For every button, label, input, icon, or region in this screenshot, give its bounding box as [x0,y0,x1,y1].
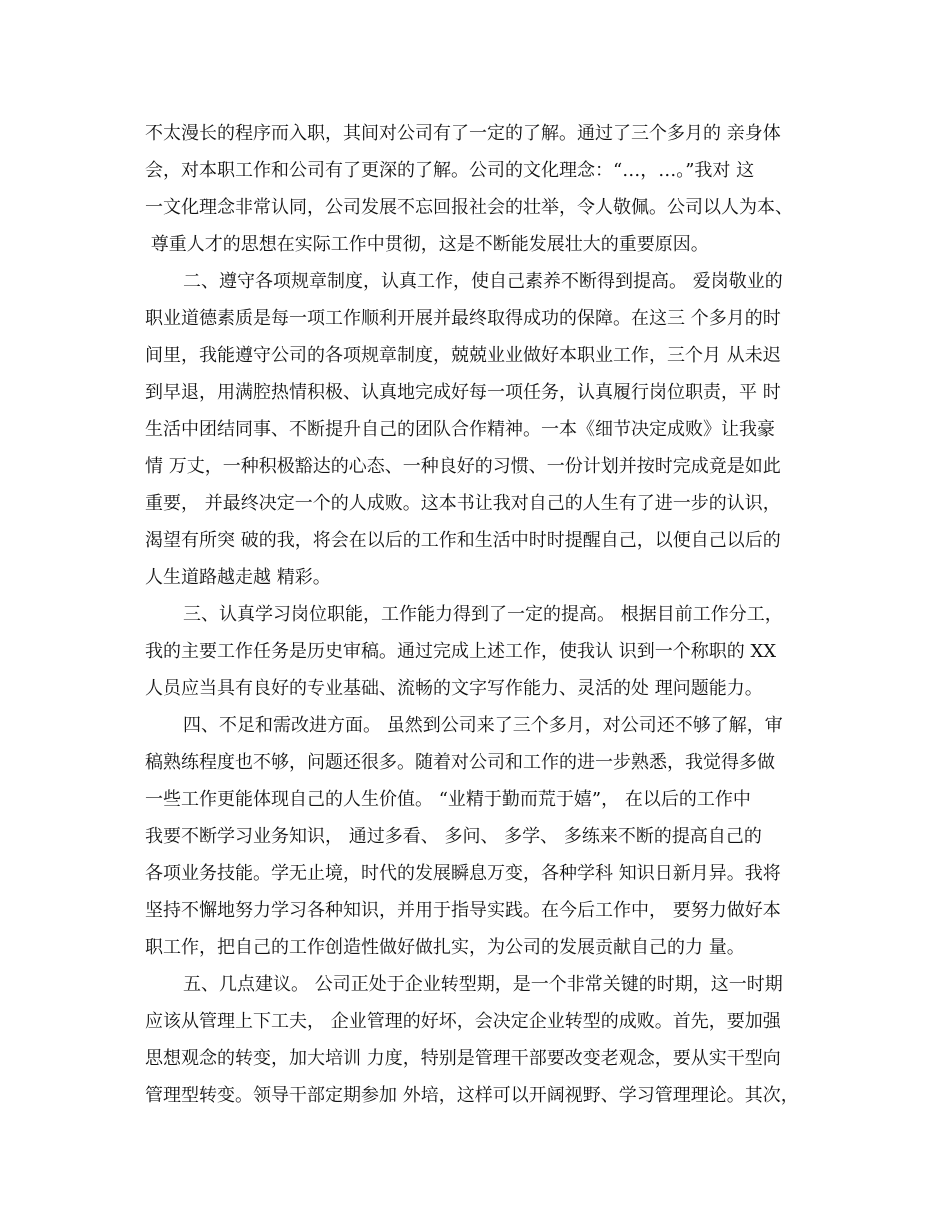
text-line: 职业道德素质是每一项工作顺利开展并最终取得成功的保障。在这三 个多月的时 [145,308,781,329]
text-line: 我要不断学习业务知识， 通过多看、 多问、 多学、 多练来不断的提高自己的 [145,826,762,847]
text-line: 职工作，把自己的工作创造性做好做扎实，为公司的发展贡献自己的力 量。 [145,937,745,958]
text-line: 一文化理念非常认同，公司发展不忘回报社会的壮举，令人敬佩。公司以人为本、 [145,197,793,218]
text-line: 稿熟练程度也不够，问题还很多。随着对公司和工作的进一步熟悉，我觉得多做 [145,752,775,773]
text-line: 思想观念的转变，加大培训 力度，特别是管理干部要改变老观念，要从实干型向 [145,1048,781,1069]
text-line: 各项业务技能。学无止境，时代的发展瞬息万变，各种学科 知识日新月异。我将 [145,863,781,884]
text-line: 会，对本职工作和公司有了更深的了解。公司的文化理念：“…，…。”我对 这 [145,160,755,181]
text-line: 不太漫长的程序而入职，其间对公司有了一定的了解。通过了三个多月的 亲身体 [145,123,781,144]
text-line: 尊重人才的思想在实际工作中贯彻，这是不断能发展壮大的重要原因。 [145,234,709,255]
paragraph-heading-line: 四、不足和需改进方面。 虽然到公司来了三个多月，对公司还不够了解，审 [183,715,783,736]
paragraph-heading-line: 二、遵守各项规章制度，认真工作，使自己素养不断得到提高。 爱岗敬业的 [183,271,783,292]
text-line: 间里，我能遵守公司的各项规章制度，兢兢业业做好本职业工作，三个月 从未迟 [145,345,781,366]
text-line: 渴望有所突 破的我，将会在以后的工作和生活中时时提醒自己，以便自己以后的 [145,530,781,551]
text-line: 到早退，用满腔热情积极、认真地完成好每一项任务，认真履行岗位职责，平 时 [145,382,781,403]
text-line: 坚持不懈地努力学习各种知识，并用于指导实践。在今后工作中， 要努力做好本 [145,900,781,921]
text-line: 我的主要工作任务是历史审稿。通过完成上述工作，使我认 识到一个称职的 XX [145,641,777,662]
text-line: 生活中团结同事、不断提升自己的团队合作精神。一本《细节决定成败》让我豪 [145,419,775,440]
text-line: 人员应当具有良好的专业基础、流畅的文字写作能力、灵活的处 理问题能力。 [145,678,763,699]
text-line: 重要， 并最终决定一个的人成败。这本书让我对自己的人生有了进一步的认识， [145,493,781,514]
paragraph-heading-line: 五、几点建议。 公司正处于企业转型期，是一个非常关键的时期，这一时期 [183,974,783,995]
text-line: 情 万丈，一种积极豁达的心态、一种良好的习惯、一份计划并按时完成竟是如此 [145,456,781,477]
text-line: 人生道路越走越 精彩。 [145,567,331,588]
text-line: 应该从管理上下工夫， 企业管理的好坏，会决定企业转型的成败。首先，要加强 [145,1011,781,1032]
text-line: 管理型转变。领导干部定期参加 外培，这样可以开阔视野、学习管理理论。其次， [145,1085,799,1106]
paragraph-heading-line: 三、认真学习岗位职能，工作能力得到了一定的提高。 根据目前工作分工， [183,604,783,625]
text-line: 一些工作更能体现自己的人生价值。 “业精于勤而荒于嬉”， 在以后的工作中 [145,789,751,810]
